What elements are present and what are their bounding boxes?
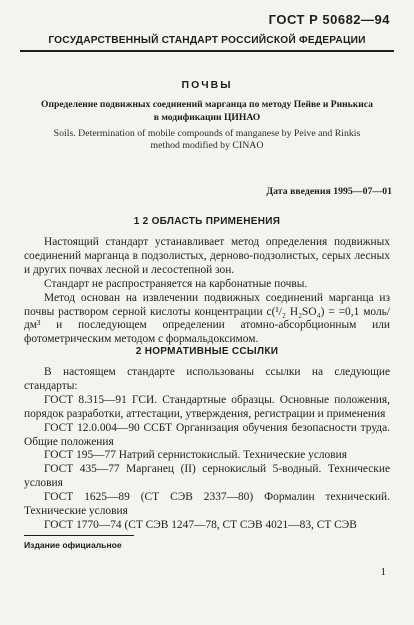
section-2-body [24,366,390,533]
section-2-heading: 2 НОРМАТИВНЫЕ ССЫЛКИ [135,346,279,357]
paragraph: Стандарт не распространяется на карбонатные почвы. [44,277,308,290]
reference-item: ГОСТ 12.0.004—90 ССБТ Организация обучения безопасности труда. Общие положения [24,421,390,448]
standard-code: ГОСТ Р 50682—94 [268,12,390,27]
footer-divider [24,535,134,536]
subtitle-english: Soils. Determination of mobile compounds of manganese by Peive and Rinkis method modified by CINAO [53,128,361,151]
reference-item: ГОСТ 435—77 Марганец (II) сернокислый 5-водный. Технические условия [24,463,390,490]
reference-item: ГОСТ 1770—74 (СТ СЭВ 1247—78, СТ СЭВ 4021—83, СТ СЭВ [44,518,357,531]
document-title: ПОЧВЫ [181,79,233,91]
state-standard-banner: ГОСУДАРСТВЕННЫЙ СТАНДАРТ РОССИЙСКОЙ ФЕДЕРАЦИИ [20,35,394,52]
introduction-date: Дата введения 1995—07—01 [266,186,392,197]
paragraph: Настоящий стандарт устанавливает метод определения подвижных соединений марганца в подзолистых, дерново-подзолистых, серых лесных и других почвах лесной и лесостепной зон. [24,236,390,276]
section-1-body [24,236,390,347]
paragraph: Метод основан на извлечении подвижных соединений марганца из почвы раствором серной кислоты концентрации с(¹/₂ H₂SO₄) = =0,1 моль/дм³ и последующем определении атомно-абсорбционным или фотометрическим методом с формальдоксимом. [24,291,390,346]
edition-note: Издание официальное [24,540,122,550]
subtitle-russian: Определение подвижных соединений марганца по методу Пейве и Ринькиса в модификации ЦИНАО [41,99,373,123]
page-number: 1 [380,566,386,578]
section-1-heading: 1 2 ОБЛАСТЬ ПРИМЕНЕНИЯ [133,216,281,227]
reference-item: ГОСТ 8.315—91 ГСИ. Стандартные образцы. Основные положения, порядок разработки, аттестации, утверждения, регистрации и применения [24,393,390,420]
paragraph: В настоящем стандарте использованы ссылки на следующие стандарты: [24,366,390,392]
reference-item: ГОСТ 1625—89 (СТ СЭВ 2337—80) Формалин технический. Технические условия [24,491,390,518]
reference-item: ГОСТ 195—77 Натрий сернистокислый. Технические условия [44,449,347,462]
